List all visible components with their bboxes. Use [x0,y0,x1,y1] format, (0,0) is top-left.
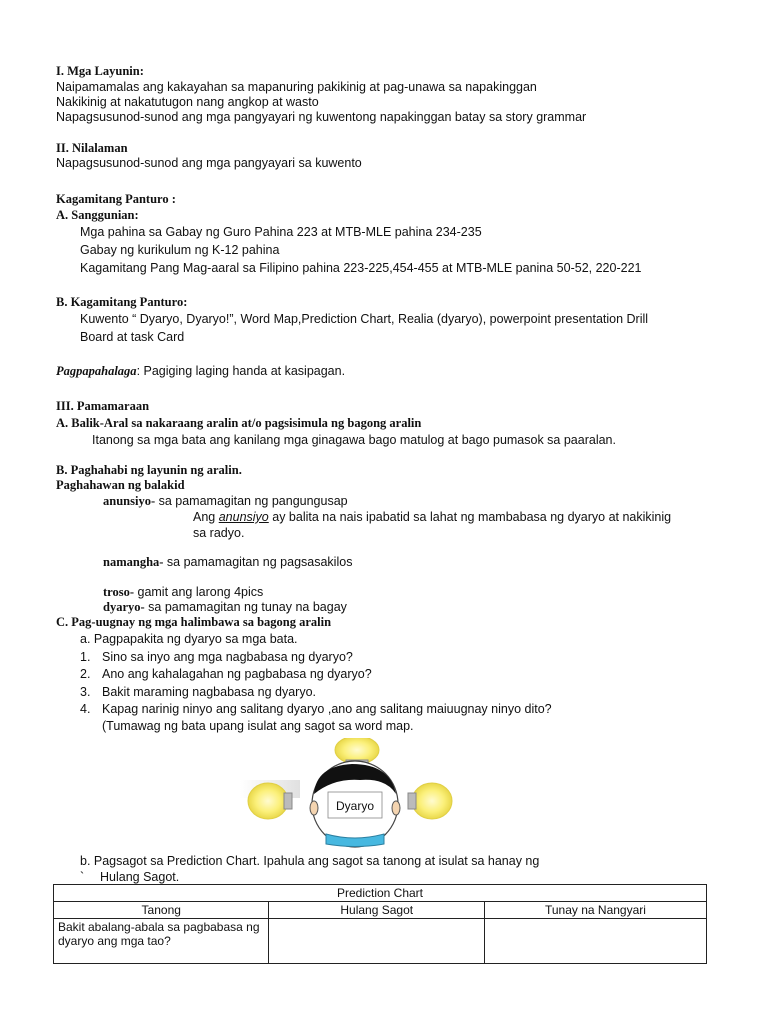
reference-line-2: Gabay ng kurikulum ng K-12 pahina [80,243,280,257]
cell-actual-event[interactable] [484,919,706,964]
vocab-anunsiyo [103,494,348,509]
example-underlined-word: anunsiyo [218,510,269,524]
unlocking-difficulties-heading: Paghahawan ng balakid [56,478,185,492]
teaching-materials-heading: B. Kagamitang Panturo: [56,295,188,309]
vocab-namangha [103,555,352,570]
question-1-text: Sino sa inyo ang mga nagbabasa ng dyaryo? [102,650,353,664]
content-line: Napagsusunod-sunod ang mga pangyayari sa kuwento [56,156,362,170]
review-heading: A. Balik-Aral sa nakaraang aralin at/o pagsisimula ng bagong aralin [56,416,422,430]
question-1-num: 1. [80,650,91,664]
section-3-heading: III. Pamamaraan [56,399,150,413]
objective-weaving-heading: B. Paghahabi ng layunin ng aralin. [56,463,242,477]
vocab-troso-def: gamit ang larong 4pics [134,585,264,599]
vocab-anunsiyo-term: anunsiyo- [103,494,156,508]
question-3-num: 3. [80,685,91,699]
vocab-anunsiyo-example [193,510,671,525]
vocab-namangha-term: namangha- [103,555,164,569]
references-heading: A. Sanggunian: [56,208,139,222]
vocab-anunsiyo-def: sa pamamagitan ng pangungusap [155,494,348,508]
vocab-dyaryo-def: sa pamamagitan ng tunay na bagay [144,600,347,614]
header-tanong: Tanong [54,902,269,919]
prediction-instruction-line-2: Hulang Sagot. [100,870,180,884]
lightbulb-right-icon [408,783,452,819]
vocab-dyaryo-term: dyaryo- [103,600,145,614]
question-3-text: Bakit maraming nagbabasa ng dyaryo. [102,685,317,699]
prediction-chart-table [53,884,707,964]
word-map-diagram [240,738,460,848]
stray-tick-mark: ` [80,870,85,884]
question-2-text: Ano ang kahalagahan ng pagbabasa ng dyaryo? [102,667,372,681]
word-map-center-label: Dyaryo [335,799,375,813]
header-hulang-sagot: Hulang Sagot [269,902,484,919]
show-newspaper-line: a. Pagpapakita ng dyaryo sa mga bata. [80,632,298,646]
cell-question: Bakit abalang-abala sa pagbabasa ng dyaryo ang mga tao? [54,919,269,964]
vocab-namangha-def: sa pamamagitan ng pagsasakilos [163,555,353,569]
header-tunay-na-nangyari: Tunay na Nangyari [484,902,706,919]
table-row [54,919,707,964]
cell-guess-answer[interactable] [269,919,484,964]
teaching-materials-line-2: Board at task Card [80,330,185,344]
objective-line-2: Nakikinig at nakatutugon nang angkop at wasto [56,95,319,109]
vocab-anunsiyo-example-line-2: sa radyo. [193,526,245,540]
reference-line-1: Mga pahina sa Gabay ng Guro Pahina 223 at MTB-MLE pahina 234-235 [80,225,482,239]
prediction-chart-title: Prediction Chart [54,885,707,902]
prediction-instruction-line-1: b. Pagsagot sa Prediction Chart. Ipahula ang sagot sa tanong at isulat sa hanay ng [80,854,540,868]
example-rest: ay balita na nais ipabatid sa lahat ng mambabasa ng dyaryo at nakikinig [268,510,672,524]
values-label: Pagpapahalaga [56,364,137,378]
objective-line-3: Napagsusunod-sunod ang mga pangyayari ng kuwentong napakinggan batay sa story grammar [56,110,587,124]
question-4-text: Kapag narinig ninyo ang salitang dyaryo ,ano ang salitang maiuugnay ninyo dito? [102,702,552,716]
vocab-troso [103,585,263,600]
example-prefix: Ang [193,510,219,524]
question-4-num: 4. [80,702,91,716]
question-4-continuation: (Tumawag ng bata upang isulat ang sagot sa word map. [102,719,414,733]
table-title-row [54,885,707,902]
values-line [56,364,345,379]
vocab-troso-term: troso- [103,585,135,599]
section-2-heading: II. Nilalaman [56,141,128,155]
question-2-num: 2. [80,667,91,681]
reference-line-3: Kagamitang Pang Mag-aaral sa Filipino pahina 223-225,454-455 at MTB-MLE panina 50-52, 220-221 [80,261,642,275]
examples-heading: C. Pag-uugnay ng mga halimbawa sa bagong aralin [56,615,332,629]
teaching-materials-line-1: Kuwento “ Dyaryo, Dyaryo!”, Word Map,Prediction Chart, Realia (dyaryo), powerpoint presentation Drill [80,312,649,326]
materials-heading: Kagamitang Panturo : [56,192,176,206]
section-1-heading: I. Mga Layunin: [56,64,144,78]
vocab-dyaryo [103,600,347,615]
values-text: : Pagiging laging handa at kasipagan. [136,364,346,378]
review-line: Itanong sa mga bata ang kanilang mga ginagawa bago matulog at bago pumasok sa paaralan. [92,433,616,447]
objective-line-1: Naipamamalas ang kakayahan sa mapanuring pakikinig at pag-unawa sa napakinggan [56,80,537,94]
table-header-row [54,902,707,919]
